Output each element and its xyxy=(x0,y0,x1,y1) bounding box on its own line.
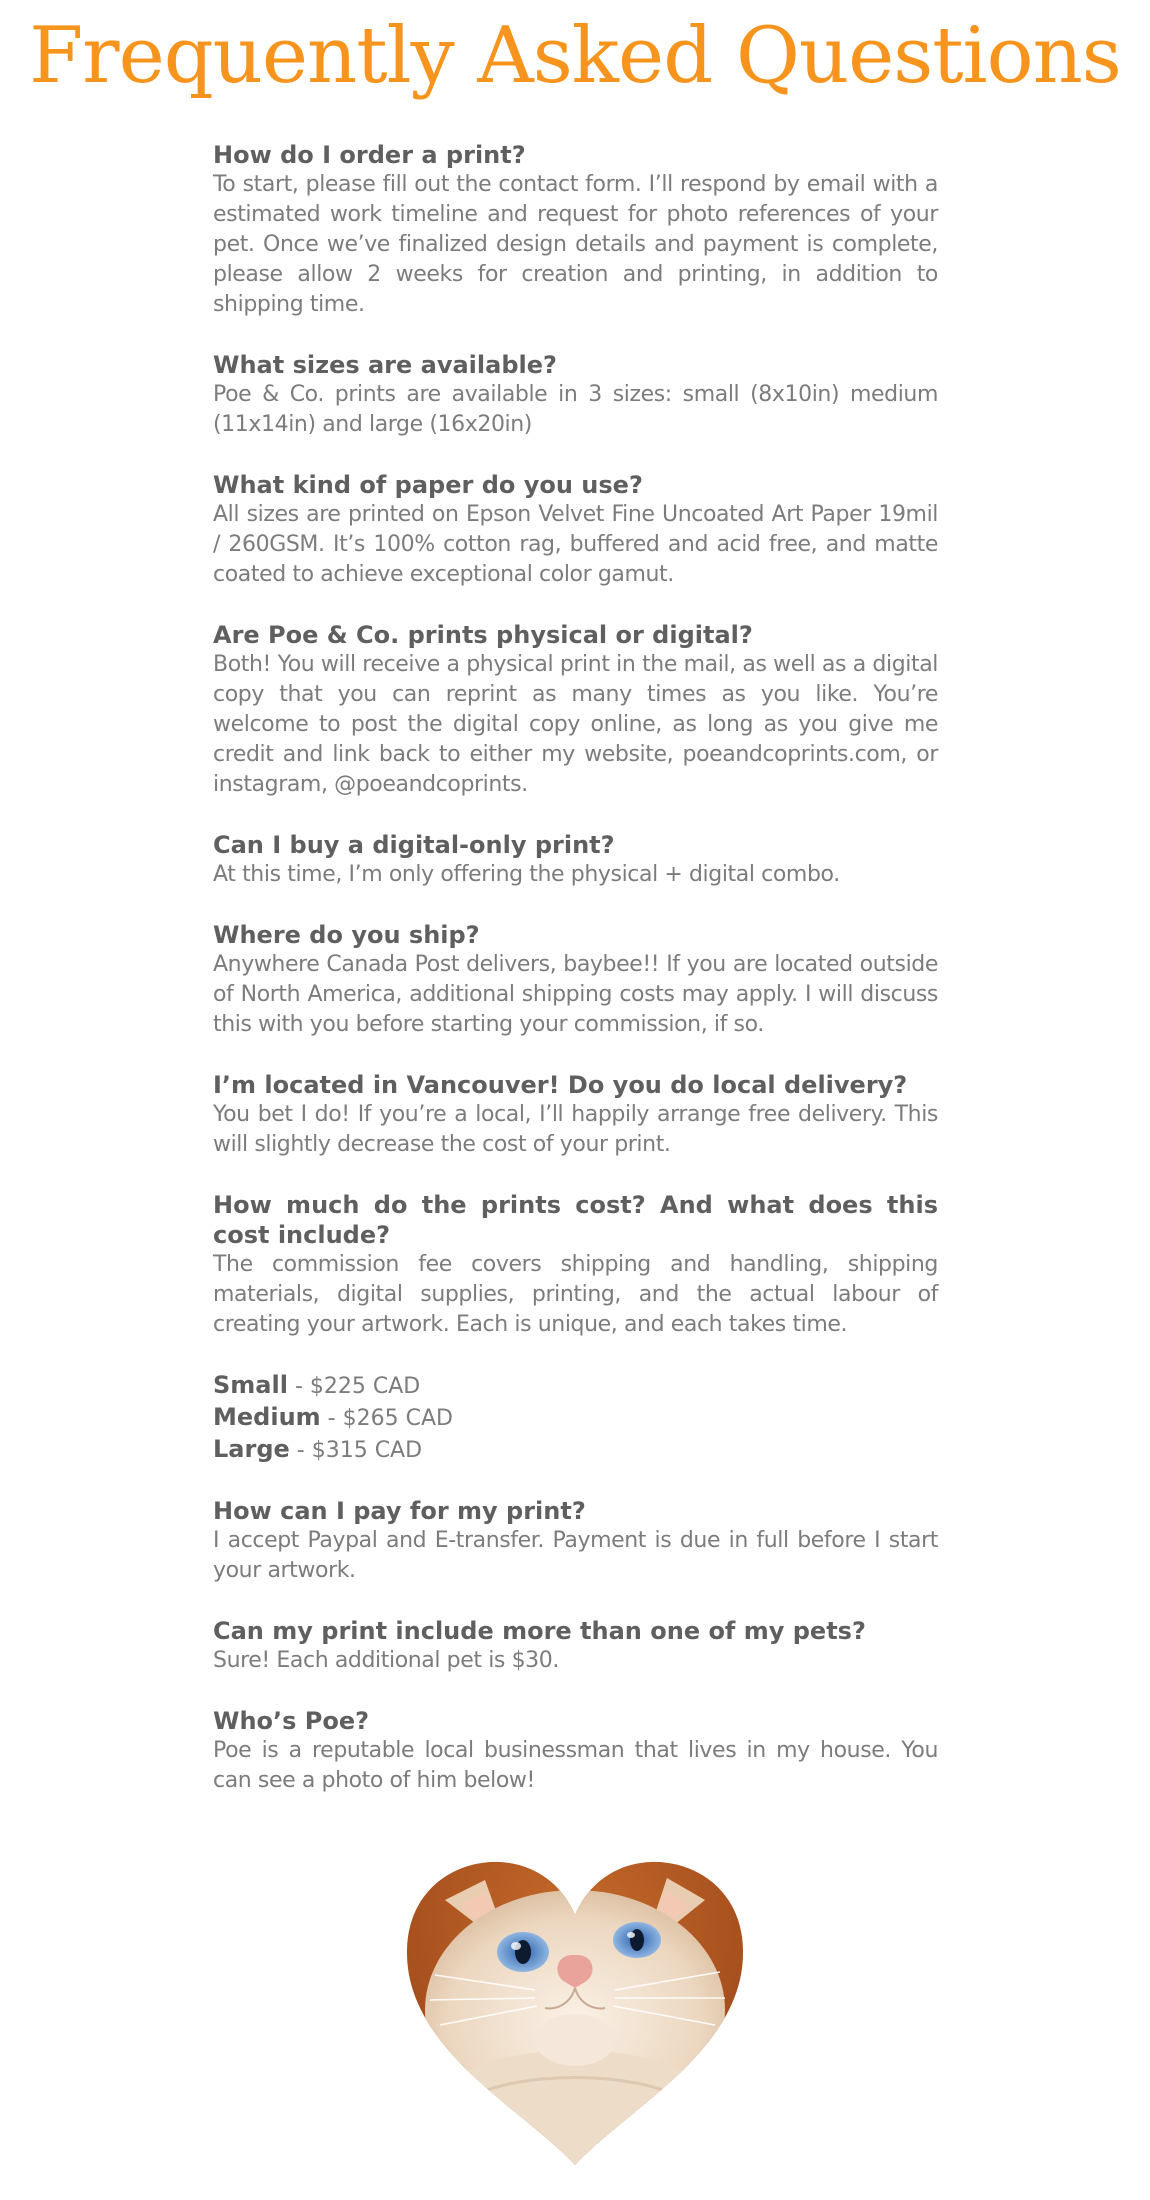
price-large xyxy=(213,1434,938,1466)
price-value: - $315 CAD xyxy=(289,1438,423,1463)
faq-question: How much do the prints cost? And what does this cost include? xyxy=(213,1191,938,1249)
faq-question: Are Poe & Co. prints physical or digital? xyxy=(213,621,753,649)
faq-answer: The commission fee covers shipping and handling, shipping materials, digital supplies, printing, and the actual labour of creating your artwork. Each is unique, and each takes time. xyxy=(213,1252,938,1337)
faq-question: What kind of paper do you use? xyxy=(213,471,643,499)
price-value: - $225 CAD xyxy=(287,1374,421,1399)
faq-answer: I accept Paypal and E-transfer. Payment is due in full before I start your artwork. xyxy=(213,1528,938,1583)
faq-answer: Poe & Co. prints are available in 3 sizes: small (8x10in) medium (11x14in) and large (16x20in) xyxy=(213,382,938,437)
faq-item xyxy=(213,1496,938,1586)
faq-answer: To start, please fill out the contact form. I’ll respond by email with a estimated work timeline and request for photo references of your pet. Once we’ve finalized design details and payment is complete, please allow 2 weeks for creation and printing, in addition to shipping time. xyxy=(213,172,938,317)
price-list xyxy=(213,1370,938,1466)
faq-question: Can my print include more than one of my pets? xyxy=(213,1617,866,1645)
faq-item xyxy=(213,1706,938,1796)
faq-item xyxy=(213,620,938,800)
faq-item xyxy=(213,470,938,590)
faq-question: Where do you ship? xyxy=(213,921,480,949)
faq-answer: Anywhere Canada Post delivers, baybee!! If you are located outside of North America, additional shipping costs may apply. I will discuss this with you before starting your commission, if so. xyxy=(213,952,938,1037)
price-size-label: Medium xyxy=(213,1403,321,1431)
price-medium xyxy=(213,1402,938,1434)
price-size-label: Large xyxy=(213,1435,290,1463)
faq-answer: You bet I do! If you’re a local, I’ll happily arrange free delivery. This will slightly decrease the cost of your print. xyxy=(213,1102,938,1157)
faq-question: Who’s Poe? xyxy=(213,1707,370,1735)
faq-item xyxy=(213,140,938,320)
faq-question: Can I buy a digital-only print? xyxy=(213,831,615,859)
heart-cat-photo-icon xyxy=(405,1860,745,2170)
faq-answer: Both! You will receive a physical print in the mail, as well as a digital copy that you can reprint as many times as you like. You’re welcome to post the digital copy online, as long as you give me credit and link back to either my website, poeandcoprints.com, or instagram, @poeandcoprints. xyxy=(213,652,938,797)
faq-question: I’m located in Vancouver! Do you do local delivery? xyxy=(213,1071,908,1099)
price-value: - $265 CAD xyxy=(320,1406,453,1431)
page-title: Frequently Asked Questions xyxy=(29,11,1121,101)
faq-question: How do I order a print? xyxy=(213,141,526,169)
faq-answer: Poe is a reputable local businessman that lives in my house. You can see a photo of him below! xyxy=(213,1738,938,1793)
faq-list xyxy=(213,140,938,1826)
faq-answer: At this time, I’m only offering the physical + digital combo. xyxy=(213,862,840,887)
faq-question: How can I pay for my print? xyxy=(213,1497,586,1525)
faq-answer: Sure! Each additional pet is $30. xyxy=(213,1648,559,1673)
faq-item xyxy=(213,1070,938,1160)
faq-item xyxy=(213,1190,938,1340)
faq-item xyxy=(213,920,938,1040)
poe-heart-photo xyxy=(405,1860,745,2170)
faq-question: What sizes are available? xyxy=(213,351,557,379)
faq-item xyxy=(213,1616,938,1676)
faq-item xyxy=(213,830,938,890)
faq-answer: All sizes are printed on Epson Velvet Fine Uncoated Art Paper 19mil / 260GSM. It’s 100% cotton rag, buffered and acid free, and matte coated to achieve exceptional color gamut. xyxy=(213,502,938,587)
faq-item xyxy=(213,350,938,440)
price-size-label: Small xyxy=(213,1371,288,1399)
price-small xyxy=(213,1370,938,1402)
